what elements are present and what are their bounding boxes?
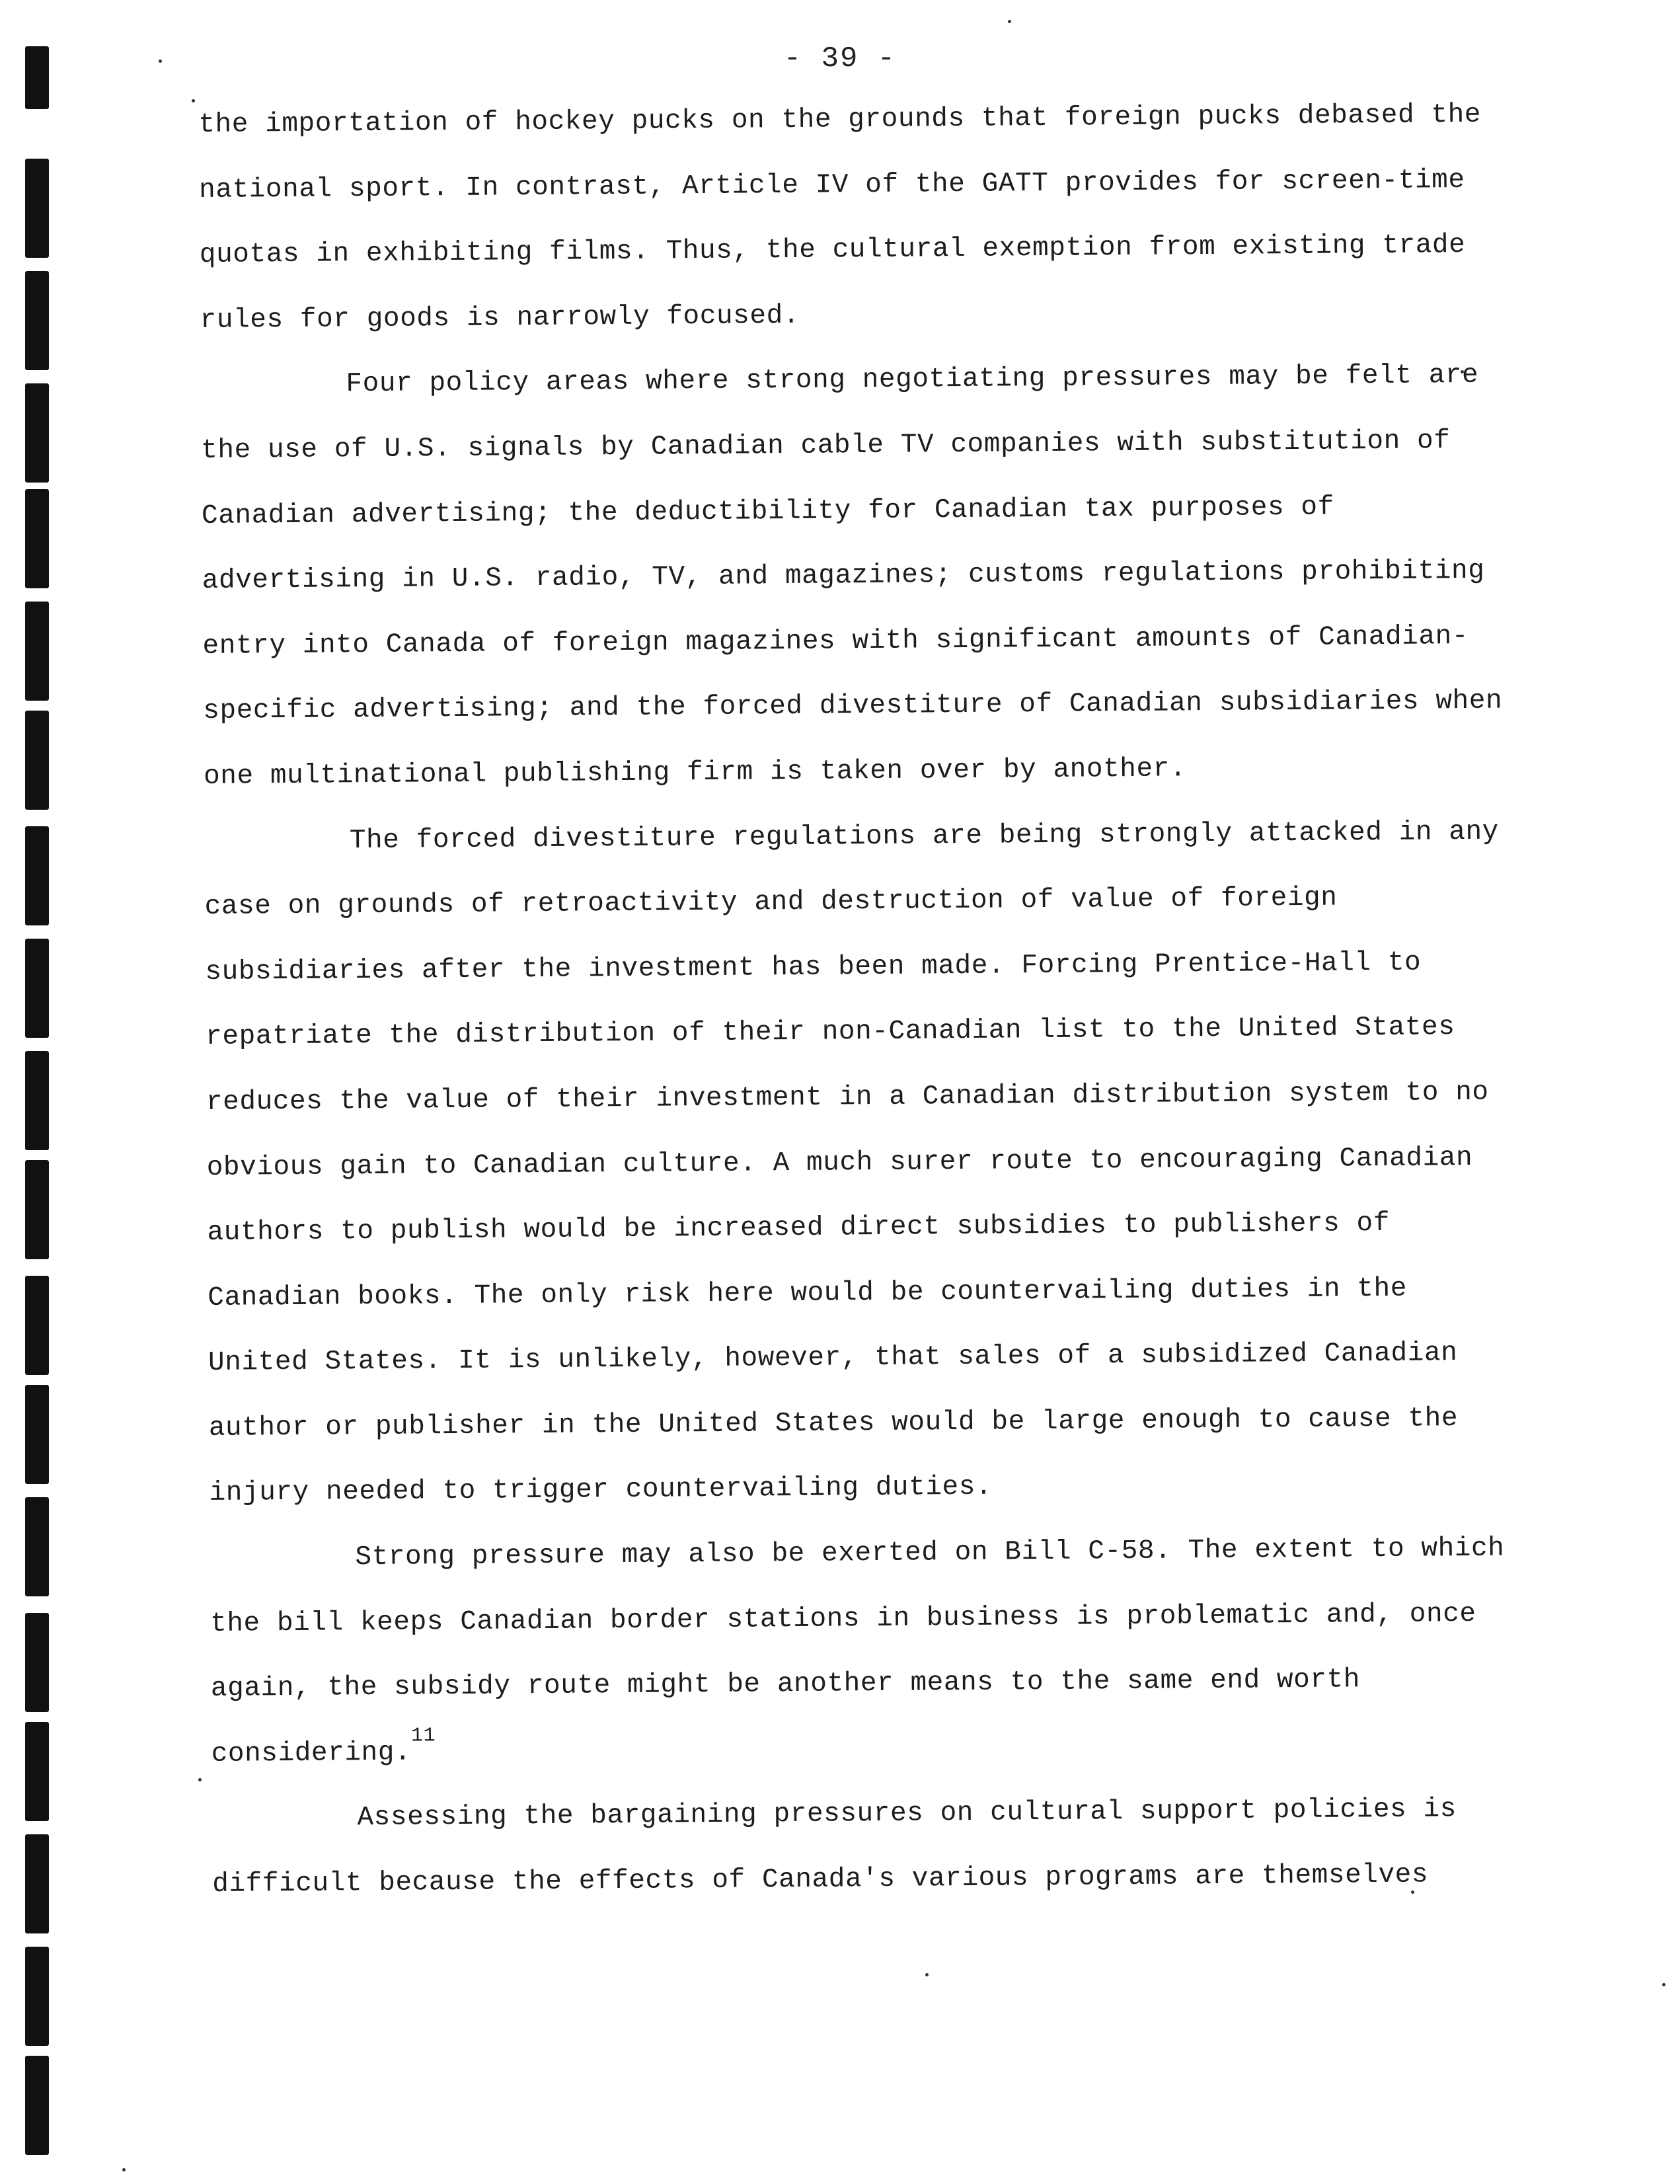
scan-mark	[25, 1613, 49, 1712]
scan-speck	[1662, 1983, 1665, 1986]
scan-mark	[25, 939, 49, 1038]
scan-mark	[25, 1497, 49, 1596]
scan-mark	[25, 1160, 49, 1259]
scan-mark	[25, 159, 49, 258]
paragraph-continued: the importation of hockey pucks on the grounds that foreign pucks debased the national sport. In contrast, Article IV of the GATT provides for screen-time quotas in exhibiting films. Thus, the cultural exemption from existing trade rules for goods is narrowly focused.	[198, 99, 1482, 336]
footnote-reference: 11	[410, 1725, 436, 1748]
scan-mark	[25, 2056, 49, 2155]
scan-speck	[122, 2168, 126, 2171]
scan-mark	[25, 1385, 49, 1484]
scan-mark	[25, 383, 49, 483]
scan-mark	[25, 1051, 49, 1150]
scan-speck	[192, 99, 195, 102]
page-number: - 39 -	[783, 42, 897, 75]
paragraph-bill-c58	[210, 1516, 1520, 1787]
scan-mark	[25, 1947, 49, 2046]
scan-speck	[198, 1778, 202, 1781]
scan-hole-marks	[25, 0, 52, 2184]
paragraph-policy-areas: Four policy areas where strong negotiating pressures may be felt are the use of U.S. signals by Canadian cable TV companies with substitution of Canadian advertising; the deductibility for Canadian tax purposes of advertising in U.S. radio, TV, and magazines; customs regulations prohibiting entry into Canada of foreign magazines with significant amounts of Canadian-specific advertising; and the forced divestiture of Canadian subsidiaries when one multinational publishing firm is taken over by another.	[201, 360, 1503, 792]
paragraph-bill-c58-text: Strong pressure may also be exerted on Bill C-58. The extent to which the bill keeps Canadian border stations in business is problematic and, once again, the subsidy route might be another means to the same end worth considering.	[210, 1533, 1505, 1770]
scan-speck	[1008, 20, 1011, 23]
scan-mark	[25, 1834, 49, 1933]
scan-mark	[25, 271, 49, 370]
scan-mark	[25, 602, 49, 701]
paragraph-forced-divestiture: The forced divestiture regulations are being strongly attacked in any case on grounds of retroactivity and destruction of value of foreign subsidiaries after the investment has been made. Forcing Prentice-Hall to repatriate the distribution of their non-Canadian list to the United States reduces the value of their investment in a Canadian distribution system to no obvious gain to Canadian culture. A much surer route to encouraging Canadian authors to publish would be increased direct subsidies to publishers of Canadian books. The only risk here would be countervailing duties in the United States. It is unlikely, however, that sales of a subsidized Canadian author or publisher in the United States would be large enough to cause the injury needed to trigger countervailing duties.	[204, 816, 1500, 1509]
scan-mark	[25, 826, 49, 925]
scan-mark	[25, 489, 49, 588]
scan-mark	[25, 711, 49, 810]
scan-mark	[25, 1276, 49, 1375]
scan-mark	[25, 1722, 49, 1821]
paragraph-bargaining-pressures: Assessing the bargaining pressures on cultural support policies is difficult because the effects of Canada's various programs are themselves	[212, 1794, 1457, 1900]
scan-speck	[925, 1973, 929, 1976]
body-text	[198, 82, 1521, 1917]
